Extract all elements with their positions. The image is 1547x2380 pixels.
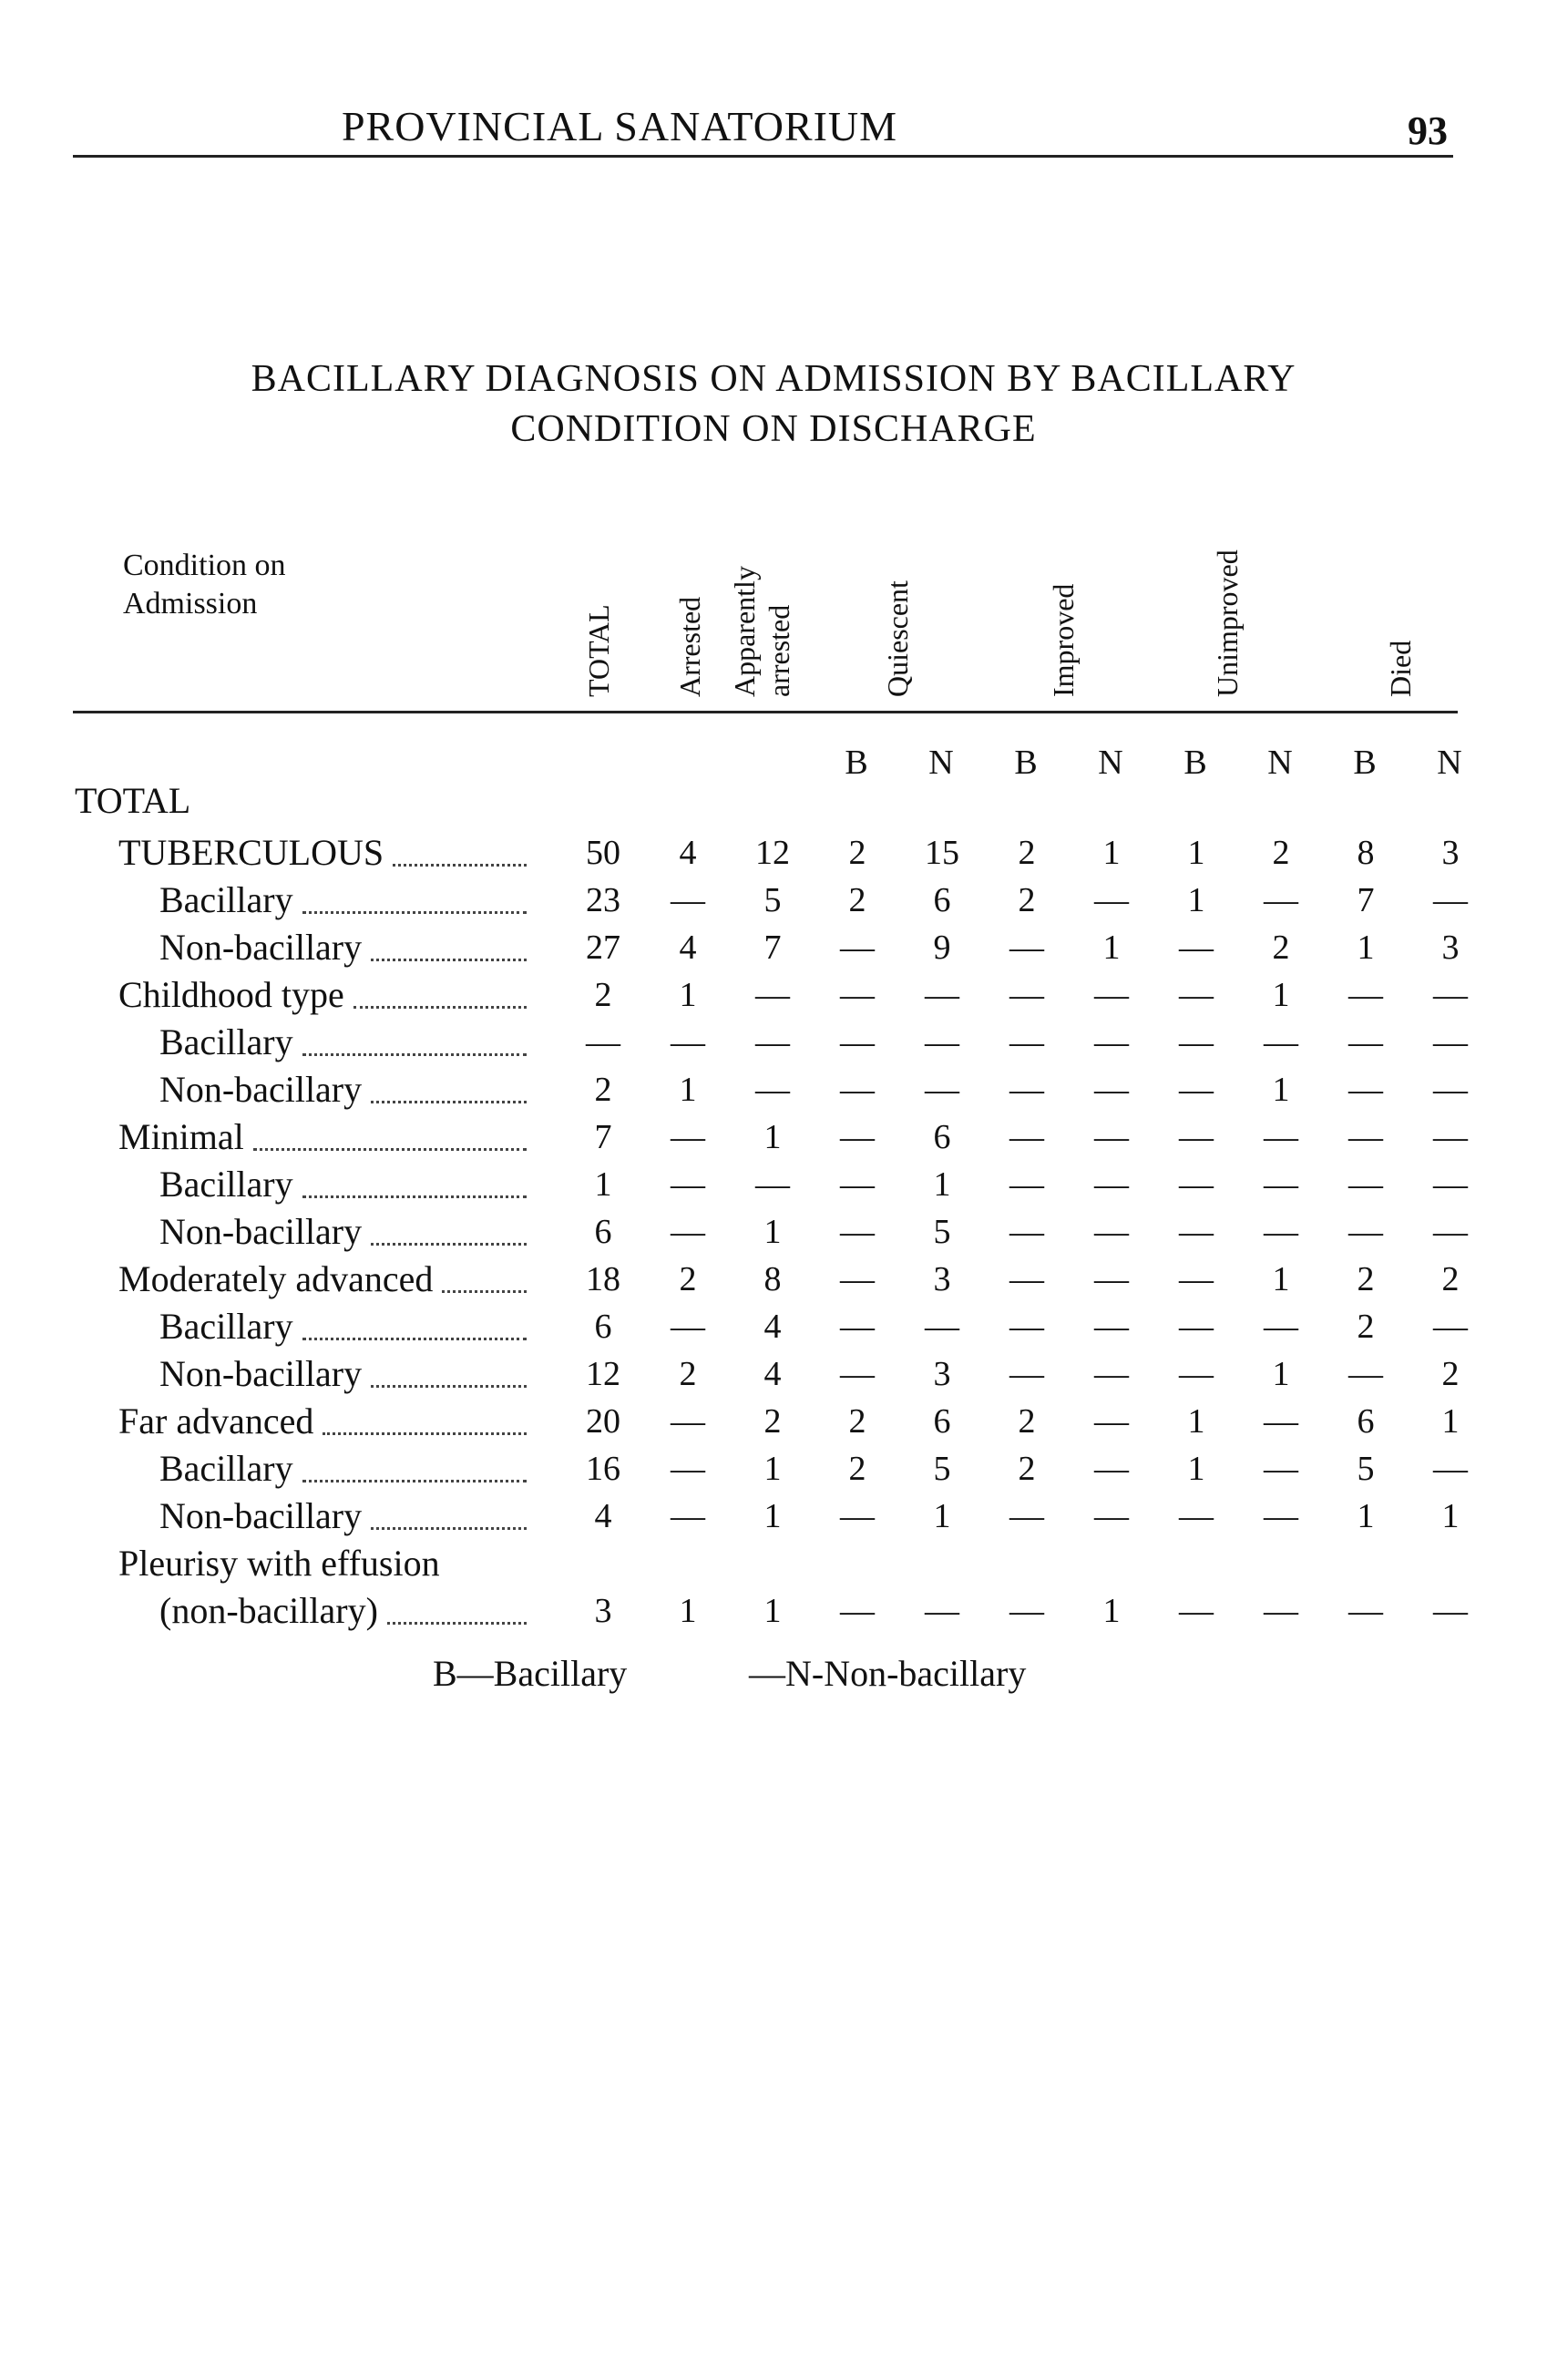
table-cell: —: [671, 1402, 705, 1441]
table-cell: —: [925, 1023, 959, 1062]
table-cell: —: [1179, 976, 1214, 1014]
table-cell: —: [1348, 1592, 1383, 1630]
table-cell: 1: [1102, 834, 1121, 872]
table-cell: —: [1009, 1497, 1044, 1535]
table-cell: —: [1094, 1118, 1129, 1156]
table-cell: —: [755, 1071, 790, 1109]
table-cell: —: [1433, 881, 1468, 919]
row-label: Non-bacillary: [159, 1069, 363, 1110]
dot-leader: [323, 1432, 527, 1435]
table-cell: 50: [586, 834, 620, 872]
table-cell: 6: [933, 881, 951, 919]
dot-leader: [302, 1195, 527, 1198]
col-header-quiescent: Quiescent: [881, 580, 914, 697]
table-cell: —: [671, 1165, 705, 1204]
table-cell: —: [1179, 1592, 1214, 1630]
table-cell: —: [840, 1355, 875, 1393]
table-cell: —: [1433, 1071, 1468, 1109]
table-cell: 1: [594, 1165, 612, 1204]
table-cell: —: [1348, 1213, 1383, 1251]
table-cell: —: [1179, 1260, 1214, 1298]
table-cell: 6: [1357, 1402, 1375, 1441]
table-cell: 2: [848, 834, 866, 872]
table-cell: 9: [933, 928, 951, 967]
table-cell: —: [1348, 1355, 1383, 1393]
dot-leader: [353, 1006, 527, 1009]
table-cell: 3: [1441, 928, 1460, 967]
table-cell: —: [1094, 1355, 1129, 1393]
table-cell: 6: [594, 1308, 612, 1346]
header-rule: [73, 155, 1453, 158]
table-cell: 2: [1357, 1308, 1375, 1346]
table-cell: —: [1348, 1165, 1383, 1204]
header-bottom-rule: [73, 711, 1458, 713]
table-cell: —: [925, 976, 959, 1014]
table-cell: 2: [848, 1450, 866, 1488]
table-cell: —: [1094, 881, 1129, 919]
table-cell: 1: [1357, 1497, 1375, 1535]
table-cell: —: [671, 1213, 705, 1251]
dot-leader: [371, 1243, 527, 1246]
table-cell: —: [1094, 976, 1129, 1014]
subheader-quiescent-n: N: [928, 744, 954, 782]
row-label: Bacillary: [159, 1306, 293, 1347]
table-cell: —: [840, 1023, 875, 1062]
table-cell: 1: [933, 1165, 951, 1204]
table-cell: 16: [586, 1450, 620, 1488]
row-label: TUBERCULOUS: [118, 832, 384, 873]
table-cell: —: [925, 1071, 959, 1109]
table-cell: —: [1179, 1023, 1214, 1062]
subheader-improved-n: N: [1098, 744, 1123, 782]
col-header-total: TOTAL: [582, 604, 615, 697]
table-cell: 2: [848, 1402, 866, 1441]
table-cell: —: [671, 1497, 705, 1535]
table-cell: 2: [1018, 1402, 1036, 1441]
table-cell: —: [1264, 881, 1298, 919]
dot-leader: [371, 959, 527, 961]
table-cell: 5: [1357, 1450, 1375, 1488]
table-cell: —: [1179, 1355, 1214, 1393]
table-cell: —: [586, 1023, 620, 1062]
dot-leader: [302, 1338, 527, 1340]
table-cell: 1: [679, 976, 697, 1014]
row-label-pleurisy-line-1: Pleurisy with effusion: [118, 1543, 440, 1584]
row-label: Far advanced: [118, 1400, 314, 1441]
col-header-died: Died: [1384, 640, 1417, 697]
dot-leader: [393, 864, 527, 867]
stub-header-line-1: Condition on: [123, 549, 286, 582]
table-cell: —: [1179, 1497, 1214, 1535]
table-cell: 1: [1187, 834, 1205, 872]
table-cell: —: [671, 881, 705, 919]
table-cell: —: [1348, 1118, 1383, 1156]
row-label: Non-bacillary: [159, 927, 363, 968]
table-cell: —: [1348, 1071, 1383, 1109]
table-cell: —: [1264, 1450, 1298, 1488]
table-cell: —: [1009, 928, 1044, 967]
table-cell: —: [1433, 1165, 1468, 1204]
table-cell: —: [1433, 1450, 1468, 1488]
col-header-arrested: Arrested: [673, 596, 706, 697]
table-cell: 3: [1441, 834, 1460, 872]
table-cell: —: [1264, 1592, 1298, 1630]
table-cell: —: [1179, 1071, 1214, 1109]
table-cell: 8: [763, 1260, 782, 1298]
subheader-unimproved-b: B: [1183, 744, 1207, 782]
dot-leader: [371, 1101, 527, 1103]
footnote-bacillary: B—Bacillary: [433, 1653, 628, 1694]
table-cell: 7: [594, 1118, 612, 1156]
table-cell: 2: [1272, 928, 1290, 967]
table-cell: 4: [763, 1355, 782, 1393]
table-cell: —: [1179, 1308, 1214, 1346]
table-cell: 5: [933, 1450, 951, 1488]
table-cell: —: [840, 976, 875, 1014]
table-cell: —: [671, 1023, 705, 1062]
footnote-non-bacillary: —N-Non-bacillary: [749, 1653, 1027, 1694]
table-cell: —: [1179, 928, 1214, 967]
table-cell: 1: [1187, 1402, 1205, 1441]
table-cell: 3: [594, 1592, 612, 1630]
table-cell: —: [1433, 976, 1468, 1014]
table-cell: —: [1009, 976, 1044, 1014]
table-cell: 1: [1441, 1497, 1460, 1535]
table-cell: 1: [1102, 1592, 1121, 1630]
table-cell: 1: [1187, 1450, 1205, 1488]
table-cell: —: [1433, 1023, 1468, 1062]
table-cell: —: [840, 1165, 875, 1204]
table-cell: 6: [933, 1118, 951, 1156]
table-cell: —: [1009, 1118, 1044, 1156]
dot-leader: [302, 1053, 527, 1056]
table-cell: —: [1348, 1023, 1383, 1062]
table-cell: —: [1348, 976, 1383, 1014]
table-cell: —: [1009, 1165, 1044, 1204]
table-cell: —: [1009, 1308, 1044, 1346]
table-cell: 23: [586, 881, 620, 919]
subheader-died-n: N: [1437, 744, 1462, 782]
table-cell: —: [1094, 1260, 1129, 1298]
table-cell: —: [1009, 1213, 1044, 1251]
table-cell: —: [1264, 1213, 1298, 1251]
table-cell: 2: [594, 1071, 612, 1109]
table-cell: —: [1094, 1165, 1129, 1204]
table-cell: —: [1264, 1165, 1298, 1204]
running-title: PROVINCIAL SANATORIUM: [341, 103, 898, 149]
row-label: Non-bacillary: [159, 1495, 363, 1536]
table-cell: 6: [594, 1213, 612, 1251]
table-cell: 2: [594, 976, 612, 1014]
table-cell: —: [1433, 1592, 1468, 1630]
table-cell: —: [840, 1071, 875, 1109]
table-title-line-2: CONDITION ON DISCHARGE: [510, 408, 1037, 450]
dot-leader: [371, 1527, 527, 1530]
table-cell: —: [840, 1592, 875, 1630]
table-cell: —: [1094, 1450, 1129, 1488]
subheader-quiescent-b: B: [845, 744, 868, 782]
table-cell: —: [1094, 1402, 1129, 1441]
dot-leader: [253, 1148, 527, 1151]
subheader-died-b: B: [1353, 744, 1377, 782]
stub-header-line-2: Admission: [123, 587, 258, 621]
table-cell: —: [840, 1260, 875, 1298]
table-cell: 2: [1018, 1450, 1036, 1488]
table-cell: —: [1094, 1213, 1129, 1251]
table-cell: —: [1433, 1213, 1468, 1251]
table-cell: —: [755, 976, 790, 1014]
table-cell: —: [1264, 1497, 1298, 1535]
table-cell: —: [1179, 1165, 1214, 1204]
table-cell: 2: [1357, 1260, 1375, 1298]
table-cell: 1: [763, 1450, 782, 1488]
table-cell: —: [1433, 1118, 1468, 1156]
table-cell: 4: [679, 834, 697, 872]
table-cell: 15: [925, 834, 959, 872]
table-cell: 1: [763, 1497, 782, 1535]
row-label: Childhood type: [118, 974, 344, 1015]
table-cell: 18: [586, 1260, 620, 1298]
table-cell: 2: [1441, 1355, 1460, 1393]
table-cell: 1: [933, 1497, 951, 1535]
table-cell: —: [1009, 1355, 1044, 1393]
table-cell: 4: [594, 1497, 612, 1535]
table-cell: 2: [679, 1355, 697, 1393]
row-label: Bacillary: [159, 879, 293, 920]
table-cell: —: [840, 1118, 875, 1156]
table-cell: —: [1009, 1071, 1044, 1109]
section-label-total: TOTAL: [75, 780, 191, 821]
table-cell: 8: [1357, 834, 1375, 872]
table-cell: —: [755, 1165, 790, 1204]
table-cell: 2: [848, 881, 866, 919]
row-label: Moderately advanced: [118, 1258, 434, 1299]
table-cell: 1: [1357, 928, 1375, 967]
table-cell: 1: [1272, 976, 1290, 1014]
table-cell: —: [1179, 1213, 1214, 1251]
table-cell: —: [925, 1592, 959, 1630]
table-cell: 1: [1441, 1402, 1460, 1441]
dot-leader: [371, 1385, 527, 1388]
row-label: Minimal: [118, 1116, 244, 1157]
table-cell: 6: [933, 1402, 951, 1441]
table-cell: 1: [1272, 1260, 1290, 1298]
dot-leader: [302, 911, 527, 914]
table-cell: 2: [1441, 1260, 1460, 1298]
table-cell: —: [1264, 1118, 1298, 1156]
table-cell: —: [671, 1118, 705, 1156]
row-label: (non-bacillary): [159, 1590, 378, 1631]
subheader-improved-b: B: [1014, 744, 1038, 782]
table-cell: —: [1094, 1497, 1129, 1535]
table-cell: 1: [763, 1213, 782, 1251]
table-cell: 2: [1272, 834, 1290, 872]
col-header-unimproved: Unimproved: [1211, 549, 1244, 697]
table-cell: —: [840, 1497, 875, 1535]
row-label: Bacillary: [159, 1164, 293, 1205]
table-cell: —: [1264, 1308, 1298, 1346]
table-cell: 1: [679, 1592, 697, 1630]
table-cell: 7: [1357, 881, 1375, 919]
table-cell: —: [1094, 1023, 1129, 1062]
table-cell: 1: [763, 1592, 782, 1630]
table-cell: 2: [1018, 834, 1036, 872]
table-cell: 1: [1272, 1355, 1290, 1393]
dot-leader: [442, 1290, 527, 1293]
table-cell: 3: [933, 1355, 951, 1393]
table-cell: —: [1179, 1118, 1214, 1156]
table-cell: —: [840, 928, 875, 967]
dot-leader: [302, 1480, 527, 1482]
table-cell: —: [1264, 1023, 1298, 1062]
table-cell: 27: [586, 928, 620, 967]
table-cell: 7: [763, 928, 782, 967]
subheader-unimproved-n: N: [1267, 744, 1293, 782]
table-cell: —: [1094, 1308, 1129, 1346]
table-cell: 12: [755, 834, 790, 872]
table-cell: 12: [586, 1355, 620, 1393]
row-label: Non-bacillary: [159, 1211, 363, 1252]
table-cell: —: [1264, 1402, 1298, 1441]
col-header-improved: Improved: [1047, 583, 1080, 697]
table-cell: —: [840, 1213, 875, 1251]
table-cell: —: [840, 1308, 875, 1346]
table-cell: —: [1433, 1308, 1468, 1346]
table-title-line-1: BACILLARY DIAGNOSIS ON ADMISSION BY BACILLARY: [251, 358, 1296, 400]
table-cell: 1: [1187, 881, 1205, 919]
row-label: Bacillary: [159, 1448, 293, 1489]
table-cell: 2: [679, 1260, 697, 1298]
col-header-apparently-line-2: arrested: [763, 604, 795, 697]
table-cell: 3: [933, 1260, 951, 1298]
table-cell: —: [1009, 1260, 1044, 1298]
col-header-apparently-line-1: Apparently: [728, 566, 761, 697]
table-cell: —: [925, 1308, 959, 1346]
table-cell: 2: [763, 1402, 782, 1441]
table-cell: —: [671, 1450, 705, 1488]
row-label: Bacillary: [159, 1021, 293, 1062]
table-cell: 2: [1018, 881, 1036, 919]
table-cell: 5: [763, 881, 782, 919]
table-cell: —: [1009, 1023, 1044, 1062]
table-cell: —: [1009, 1592, 1044, 1630]
page-number: 93: [1408, 108, 1448, 153]
table-cell: 4: [763, 1308, 782, 1346]
table-cell: 1: [763, 1118, 782, 1156]
table-cell: —: [671, 1308, 705, 1346]
table-cell: —: [1094, 1071, 1129, 1109]
table-cell: 1: [1102, 928, 1121, 967]
row-label: Non-bacillary: [159, 1353, 363, 1394]
dot-leader: [387, 1622, 527, 1625]
table-cell: 5: [933, 1213, 951, 1251]
table-cell: 1: [679, 1071, 697, 1109]
table-cell: 20: [586, 1402, 620, 1441]
table-cell: 4: [679, 928, 697, 967]
table-cell: 1: [1272, 1071, 1290, 1109]
table-cell: —: [755, 1023, 790, 1062]
